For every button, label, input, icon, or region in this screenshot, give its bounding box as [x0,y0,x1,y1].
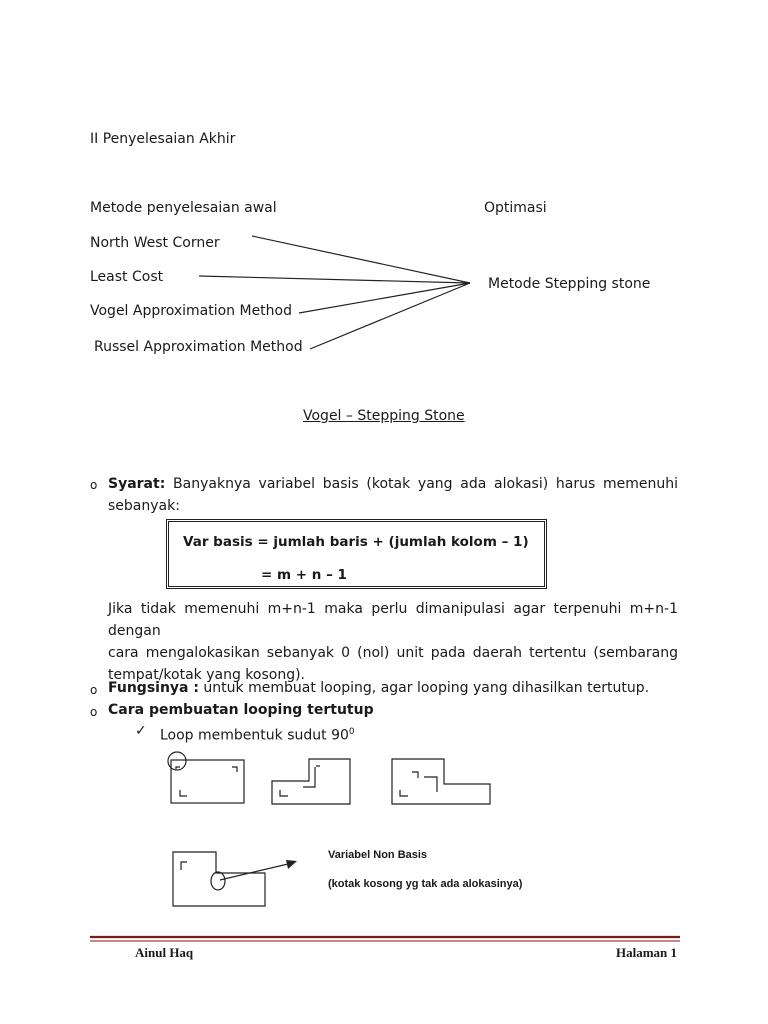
nonbasis-ellipse [211,872,225,890]
manipulasi-line: Jika tidak memenuhi m+n-1 maka perlu dimanipulasi agar terpenuhi m+n-1 dengan [108,601,678,639]
cara-label: Cara pembuatan looping tertutup [108,702,374,718]
syarat-text: Banyaknya variabel basis (kotak yang ada alokasi) harus memenuhi [173,476,679,492]
manipulasi-line: tempat/kotak yang kosong). [108,667,305,683]
formula-line-1: Var basis = jumlah baris + (jumlah kolom – 1) [183,534,529,550]
nonbasis-arrow-line [220,864,288,880]
loop-diagram-step [272,759,350,804]
footer-author: Ainul Haq [135,945,194,960]
connector-line [252,236,470,283]
stepping-stone-label: Metode Stepping stone [488,276,651,292]
section-heading: II Penyelesaian Akhir [90,131,236,147]
syarat-text-cont: sebanyak: [108,498,180,514]
loop-diagram-rectangle [168,752,244,803]
connector-line [310,283,470,349]
checkmark-icon: ✓ [135,723,147,739]
methods-header: Metode penyelesaian awal [90,200,277,216]
method-item: Russel Approximation Method [94,339,303,355]
formula-line-2: = m + n – 1 [261,567,347,583]
section-title: Vogel – Stepping Stone [303,408,465,424]
bullet-icon: o [90,705,98,719]
connector-lines [199,236,470,349]
loop-degree: 0 [348,727,355,737]
bullet-icon: o [90,683,98,697]
syarat-label: Syarat: [108,476,166,492]
nonbasis-label: Variabel Non Basis [328,849,428,861]
fungsi-label: Fungsinya : [108,680,199,696]
manipulasi-line: cara mengalokasikan sebanyak 0 (nol) unit pada daerah tertentu (sembarang [108,645,678,661]
bullet-icon: o [90,478,98,492]
nonbasis-diagram [173,852,288,906]
fungsi-text: untuk membuat looping, agar looping yang dihasilkan tertutup. [203,680,650,696]
optimasi-header: Optimasi [484,200,547,216]
loop-diagram-reverse-step [392,759,490,804]
arrow-head-icon [286,860,297,869]
connector-line [199,276,470,283]
connector-line [299,283,470,313]
footer-page-number: Halaman 1 [616,945,678,960]
method-item: North West Corner [90,235,220,251]
nonbasis-desc: (kotak kosong yg tak ada alokasinya) [328,878,523,890]
loop-text: Loop membentuk sudut 90 [160,727,349,744]
method-item: Vogel Approximation Method [90,303,292,319]
method-item: Least Cost [90,269,164,285]
